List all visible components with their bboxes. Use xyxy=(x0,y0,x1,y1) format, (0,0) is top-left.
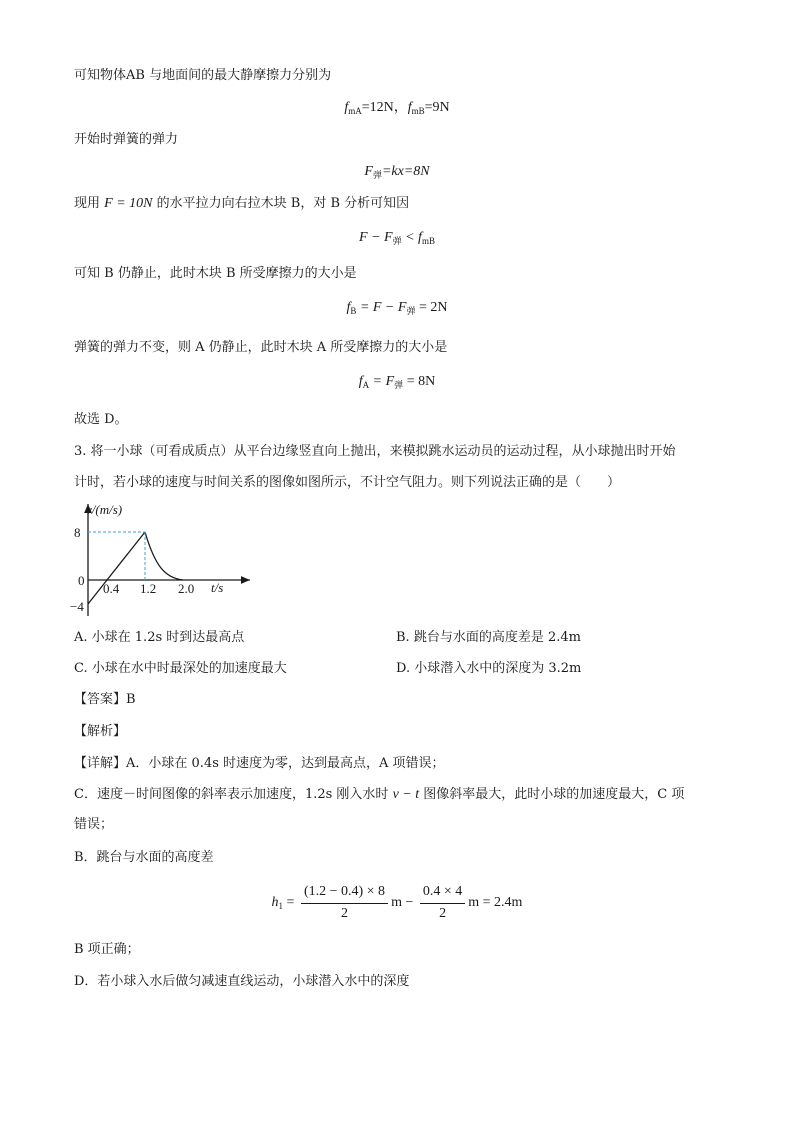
ineq-mid: < f xyxy=(401,230,422,245)
detail-c1a: C．速度－时间图像的斜率表示加速度，1.2s 刚入水时 xyxy=(74,787,389,802)
analysis-tag: 【解析】 xyxy=(74,724,127,739)
vt-symbol: v − t xyxy=(392,787,420,802)
eq-spring-force xyxy=(0,162,794,185)
answer-line xyxy=(74,690,136,710)
f-a-label: f xyxy=(344,100,349,115)
eq-inequality xyxy=(0,228,794,251)
question-3-line2: 计时，若小球的速度与时间关系的图像如图所示，不计空气阻力。则下列说法正确的是（ ） xyxy=(74,475,621,490)
h1-sub: 1 xyxy=(278,901,284,912)
fraction-1-num: (1.2 − 0.4) × 8 xyxy=(301,882,388,904)
ineq-sub2: mB xyxy=(421,236,435,246)
detail-b: B．跳台与水面的高度差 xyxy=(74,850,214,865)
ineq-left: F − F xyxy=(359,230,393,245)
y-tick-8: 8 xyxy=(74,525,81,540)
text-p3a: 现用 xyxy=(74,196,101,211)
y-tick-0: 0 xyxy=(78,573,85,588)
detail-c-line2: 错误； xyxy=(74,817,114,832)
fa-label: f xyxy=(358,374,363,389)
f-spring-sub: 弹 xyxy=(372,170,382,180)
h1-result: m = 2.4m xyxy=(468,895,523,911)
fa-sub2: 弹 xyxy=(394,380,404,390)
eq-fb xyxy=(0,298,794,321)
f-spring-label: F xyxy=(364,164,373,179)
h1-label: h xyxy=(271,895,279,911)
text-p1: 可知物体AB 与地面间的最大静摩擦力分别为 xyxy=(74,68,332,83)
fa-expr: = F xyxy=(369,374,395,389)
option-b: B. 跳台与水面的高度差是 2.4m xyxy=(396,630,581,645)
fraction-2-num: 0.4 × 4 xyxy=(420,882,465,904)
fb-val: = 2N xyxy=(415,300,448,315)
ineq-sub: 弹 xyxy=(392,236,402,246)
y-tick-neg4: −4 xyxy=(70,599,84,614)
text-p5: 弹簧的弹力不变，则 A 仍静止，此时木块 A 所受摩擦力的大小是 xyxy=(74,340,448,355)
fa-sub: A xyxy=(362,380,370,390)
y-axis-label: v/(m/s) xyxy=(86,502,123,517)
h1-eq: = xyxy=(283,895,295,911)
detail-c1b: 图像斜率最大，此时小球的加速度最大，C 项 xyxy=(423,787,685,802)
text-p2: 开始时弹簧的弹力 xyxy=(74,132,179,147)
fb-sub: B xyxy=(350,306,357,316)
detail-a: A．小球在 0.4s 时速度为零，达到最高点，A 项错误； xyxy=(126,756,445,771)
f-b-sub: mB xyxy=(411,106,425,116)
f-spring-eq: =kx=8N xyxy=(381,164,430,179)
f-a-val: =12N， xyxy=(361,100,408,115)
x-tick-0-4: 0.4 xyxy=(103,581,120,596)
fb-label: f xyxy=(346,300,351,315)
fb-expr: = F − F xyxy=(356,300,407,315)
f-b-val: =9N xyxy=(424,100,450,115)
detail-tag: 【详解】 xyxy=(74,756,127,771)
eq-h1 xyxy=(0,882,794,924)
option-a: A. 小球在 1.2s 时到达最高点 xyxy=(74,630,245,645)
text-p4: 可知 B 仍静止，此时木块 B 所受摩擦力的大小是 xyxy=(74,266,357,281)
f-def: F = 10N xyxy=(104,196,153,211)
detail-b-ok: B 项正确； xyxy=(74,942,140,957)
text-p6: 故选 D。 xyxy=(74,412,128,427)
answer-tag: 【答案】 xyxy=(74,692,127,707)
fb-sub2: 弹 xyxy=(406,306,416,316)
x-axis-label: t/s xyxy=(211,580,224,595)
fraction-2-den: 2 xyxy=(439,906,447,921)
fraction-1 xyxy=(301,882,388,924)
fraction-2 xyxy=(420,882,465,924)
detail-a-line xyxy=(74,754,445,774)
eq-max-friction xyxy=(0,98,794,121)
x-tick-1-2: 1.2 xyxy=(140,581,157,596)
f-b-label: f xyxy=(407,100,412,115)
eq-fa xyxy=(0,372,794,395)
vt-graph xyxy=(70,496,260,621)
text-p3b: 的水平拉力向右拉木块 B，对 B 分析可知因 xyxy=(156,196,410,211)
detail-d: D．若小球入水后做匀减速直线运动，小球潜入水中的深度 xyxy=(74,974,410,989)
x-tick-2-0: 2.0 xyxy=(178,581,195,596)
answer-value: B xyxy=(126,692,136,707)
series-water xyxy=(145,532,183,580)
option-d: D. 小球潜入水中的深度为 3.2m xyxy=(396,661,582,676)
text-p3 xyxy=(74,194,409,214)
question-3-line1: 3. 将一小球（可看成质点）从平台边缘竖直向上抛出，来模拟跳水运动员的运动过程，从小球抛出时开始 xyxy=(74,444,676,459)
unit-m-minus: m − xyxy=(391,895,414,911)
f-a-sub: mA xyxy=(348,106,362,116)
option-c: C. 小球在水中时最深处的加速度最大 xyxy=(74,661,287,676)
detail-c-line1 xyxy=(74,785,684,805)
fa-val: = 8N xyxy=(403,374,436,389)
fraction-1-den: 2 xyxy=(341,906,348,921)
